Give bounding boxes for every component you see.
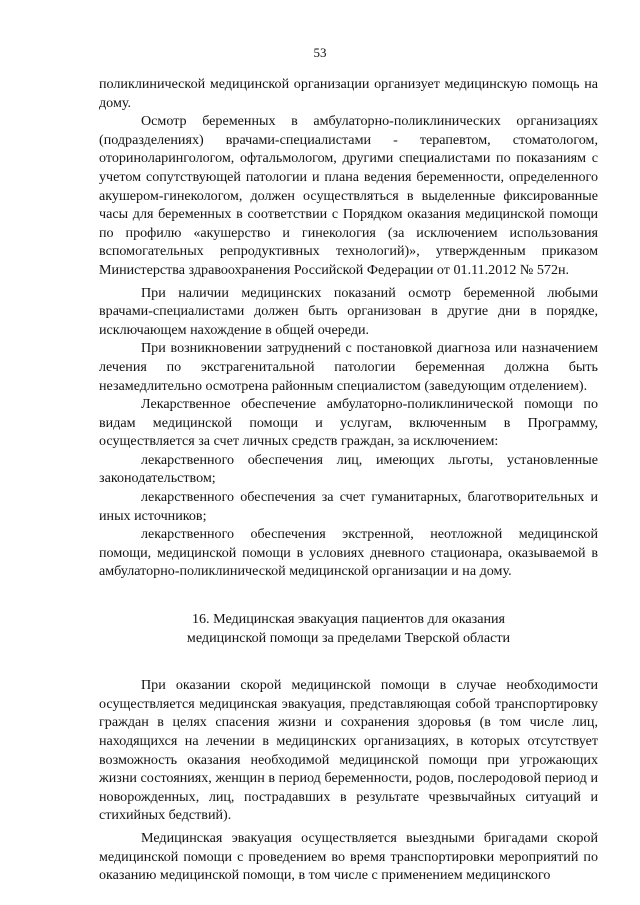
paragraph-pregnant-exam: Осмотр беременных в амбулаторно-поликлинических организациях (подразделениях) врачами-специалистами - терапевтом, стоматологом, оториноларингологом, офтальмологом, другими специалистами по показаниям с учетом сопутствующей патологии и плана ведения беременности, определенного акушером-гинекологом, должен осуществляться в выделенные фиксированные часы для беременных в соответствии с Порядком оказания медицинской помощи по профилю «акушерство и гинекология (за исключением использования вспомогательных репродуктивных технологий)», утвержденным приказом Министерства здравоохранения Российской Федерации от 01.11.2012 № 572н. <box>99 113 598 278</box>
paragraph-medical-evacuation: При оказании скорой медицинской помощи в случае необходимости осуществляется медицинская эвакуация, представляющая собой транспортировку граждан в целях спасения жизни и сохранения здоровья (в том числе лиц, находящихся на лечении в медицинских организациях, в которых отсутствует возможность оказания необходимой медицинской помощи при угрожающих жизни состояниях, женщин в период беременности, родов, послеродовой период и новорожденных, лиц, пострадавших в результате чрезвычайных ситуаций и стихийных бедствий). <box>99 677 598 824</box>
section-heading-line-2: медицинской помощи за пределами Тверской области <box>186 629 511 646</box>
paragraph-exception-benefits: лекарственного обеспечения лиц, имеющих льготы, установленные законодательством; <box>99 451 598 487</box>
document-body <box>99 75 598 885</box>
paragraph-exception-emergency: лекарственного обеспечения экстренной, неотложной медицинской помощи, медицинской помощи в условиях дневного стационара, оказываемой в амбулаторно-поликлинической медицинской организации и на дому. <box>99 526 598 580</box>
paragraph-exception-charity: лекарственного обеспечения за счет гуманитарных, благотворительных и иных источников; <box>99 489 598 524</box>
paragraph-medical-indications: При наличии медицинских показаний осмотр беременной любыми врачами-специалистами должен быть организован в другие дни в порядке, исключающем нахождение в общей очереди. <box>99 284 598 338</box>
page-number: 53 <box>313 45 327 60</box>
paragraph-continuation: поликлинической медицинской организации организует медицинскую помощь на дому. <box>99 76 598 111</box>
section-heading-line-1: 16. Медицинская эвакуация пациентов для оказания <box>191 611 506 628</box>
paragraph-diagnosis-difficulties: При возникновении затруднений с постановкой диагноза или назначением лечения по экстрагенитальной патологии беременная должна быть незамедлительно осмотрена районным специалистом (заведующим отделением). <box>99 340 598 394</box>
paragraph-evacuation-teams: Медицинская эвакуация осуществляется выездными бригадами скорой медицинской помощи с проведением во время транспортировки мероприятий по оказанию медицинской помощи, в том числе с применением медицинского <box>99 829 598 884</box>
section-heading <box>99 610 598 647</box>
paragraph-drug-provision: Лекарственное обеспечение амбулаторно-поликлинической помощи по видам медицинской помощи и услугам, включенным в Программу, осуществляется за счет личных средств граждан, за исключением: <box>99 396 598 450</box>
